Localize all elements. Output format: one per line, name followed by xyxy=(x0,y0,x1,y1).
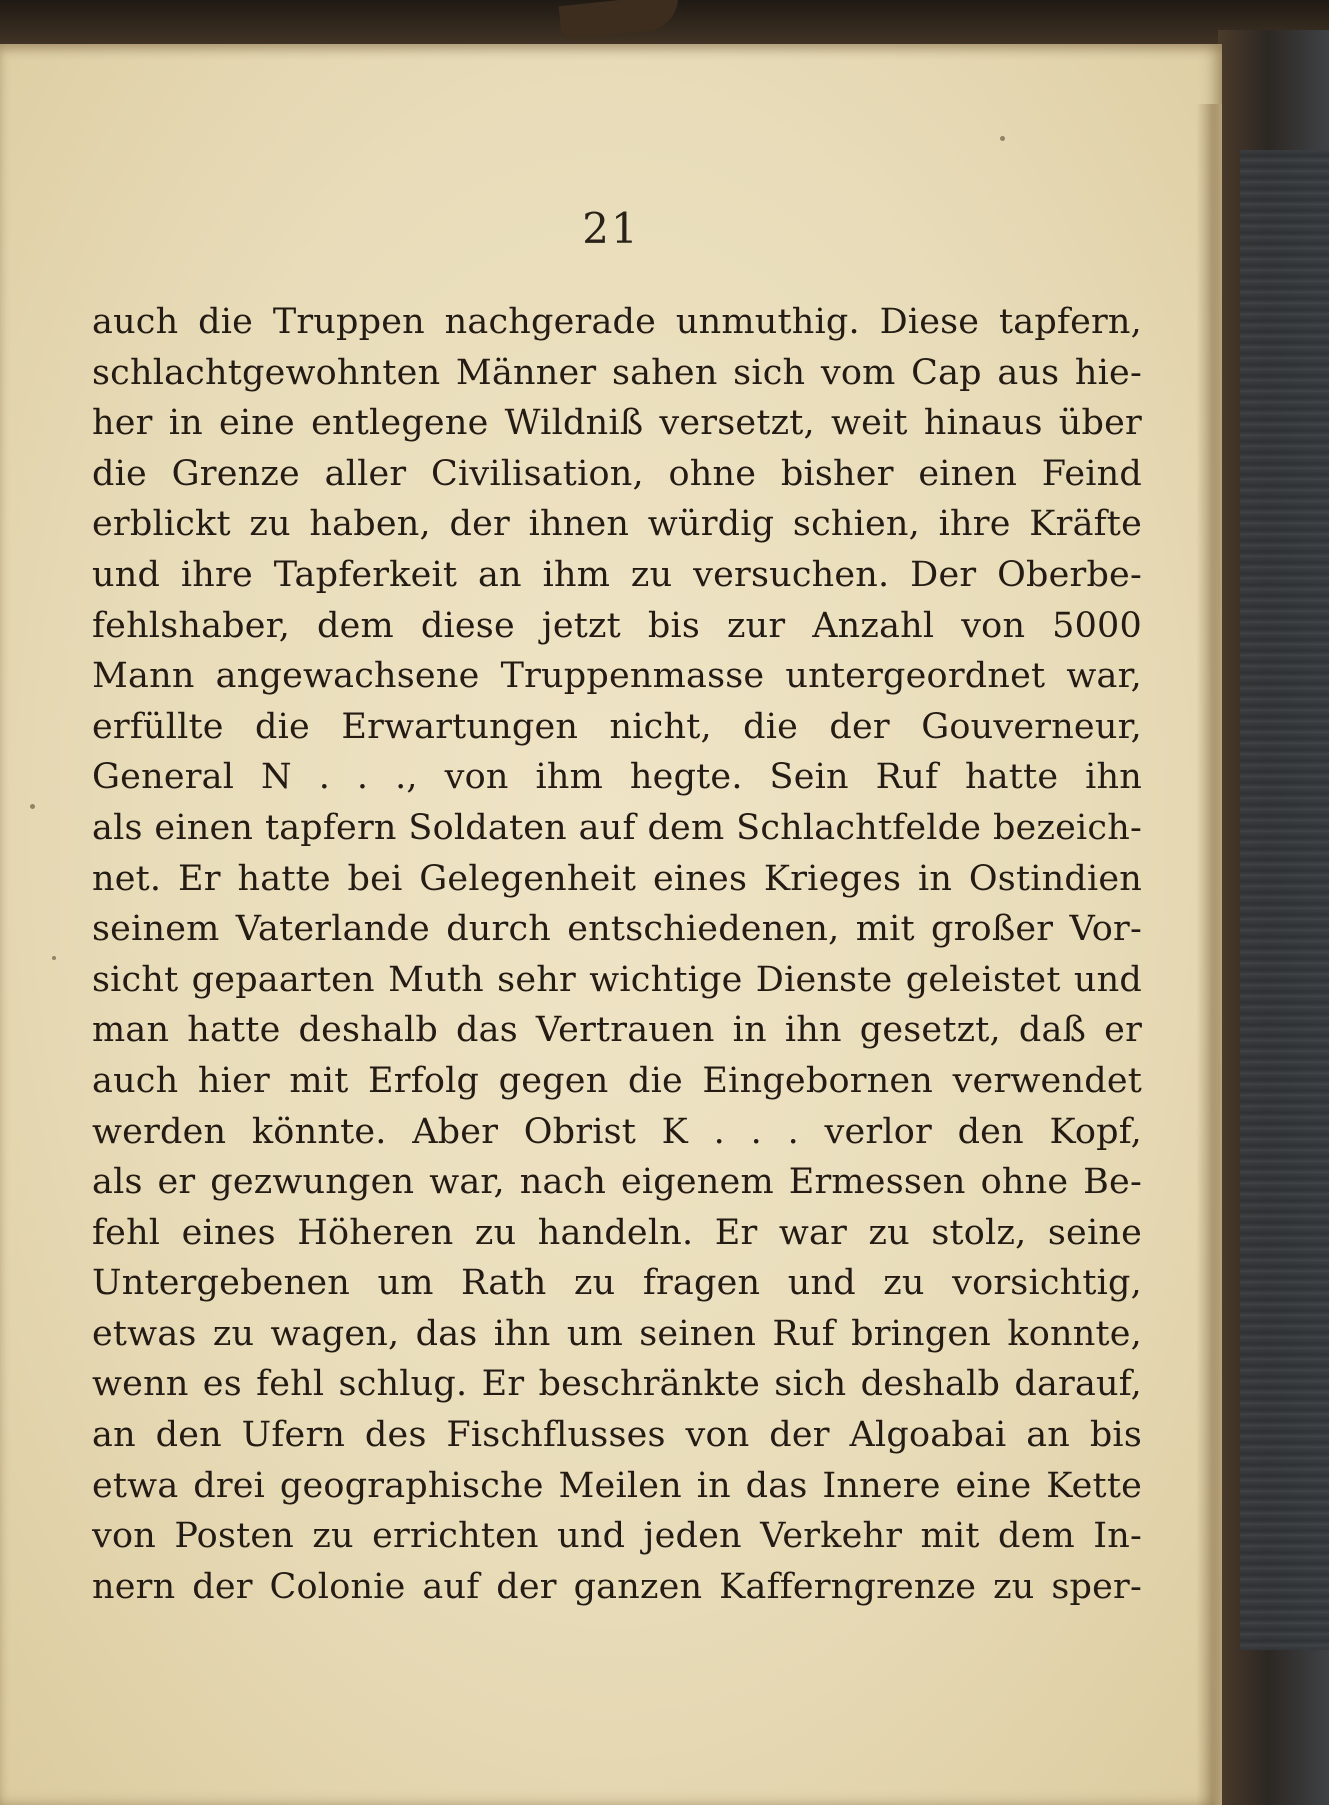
text-line: wenn es fehl schlug. Er beschränkte sich deshalb darauf, xyxy=(92,1364,1142,1405)
text-line: erfüllte die Erwartungen nicht, die der Gouverneur, xyxy=(92,706,1142,747)
text-line: nern der Colonie auf der ganzen Kafferngrenze zu sper- xyxy=(92,1566,1142,1607)
book-page xyxy=(0,44,1222,1805)
text-line: die Grenze aller Civilisation, ohne bisher einen Feind xyxy=(92,453,1142,494)
text-line: schlachtgewohnten Männer sahen sich vom Cap aus hie- xyxy=(92,352,1142,393)
paper-speck xyxy=(52,956,56,960)
text-line: fehlshaber, dem diese jetzt bis zur Anzahl von 5000 xyxy=(92,605,1142,646)
text-line: etwas zu wagen, das ihn um seinen Ruf bringen konnte, xyxy=(92,1313,1142,1354)
paper-speck xyxy=(1000,136,1005,141)
text-line: als einen tapfern Soldaten auf dem Schlachtfelde bezeich- xyxy=(92,807,1142,848)
text-line: seinem Vaterlande durch entschiedenen, mit großer Vor- xyxy=(92,909,1142,950)
text-line: auch hier mit Erfolg gegen die Eingebornen verwendet xyxy=(92,1060,1142,1101)
body-text xyxy=(92,297,1142,1612)
text-line: erblickt zu haben, der ihnen würdig schien, ihre Kräfte xyxy=(92,504,1142,545)
page-edge-shadow xyxy=(1196,104,1222,1805)
text-line: von Posten zu errichten und jeden Verkehr mit dem In- xyxy=(92,1516,1142,1557)
text-line: fehl eines Höheren zu handeln. Er war zu stolz, seine xyxy=(92,1212,1142,1253)
text-line: auch die Truppen nachgerade unmuthig. Diese tapfern, xyxy=(92,302,1142,342)
text-line: etwa drei geographische Meilen in das Innere eine Kette xyxy=(92,1465,1142,1506)
text-line: an den Ufern des Fischflusses von der Algoabai an bis xyxy=(92,1415,1142,1456)
text-line: werden könnte. Aber Obrist K . . . verlor den Kopf, xyxy=(92,1111,1142,1152)
page-number: 21 xyxy=(582,204,640,253)
text-line: Untergebenen um Rath zu fragen und zu vorsichtig, xyxy=(92,1263,1142,1304)
text-line: net. Er hatte bei Gelegenheit eines Krieges in Ostindien xyxy=(92,858,1142,899)
text-line: und ihre Tapferkeit an ihm zu versuchen. Der Oberbe- xyxy=(92,554,1142,595)
text-line: als er gezwungen war, nach eigenem Ermessen ohne Be- xyxy=(92,1162,1142,1203)
text-line: sicht gepaarten Muth sehr wichtige Dienste geleistet und xyxy=(92,959,1142,1000)
text-line: her in eine entlegene Wildniß versetzt, weit hinaus über xyxy=(92,403,1142,444)
text-line: Mann angewachsene Truppenmasse untergeordnet war, xyxy=(92,656,1142,697)
text-line: man hatte deshalb das Vertrauen in ihn gesetzt, daß er xyxy=(92,1010,1142,1051)
binding-cloth xyxy=(1240,150,1329,1650)
paper-speck xyxy=(30,804,35,809)
text-line: General N . . ., von ihm hegte. Sein Ruf hatte ihn xyxy=(92,757,1142,798)
